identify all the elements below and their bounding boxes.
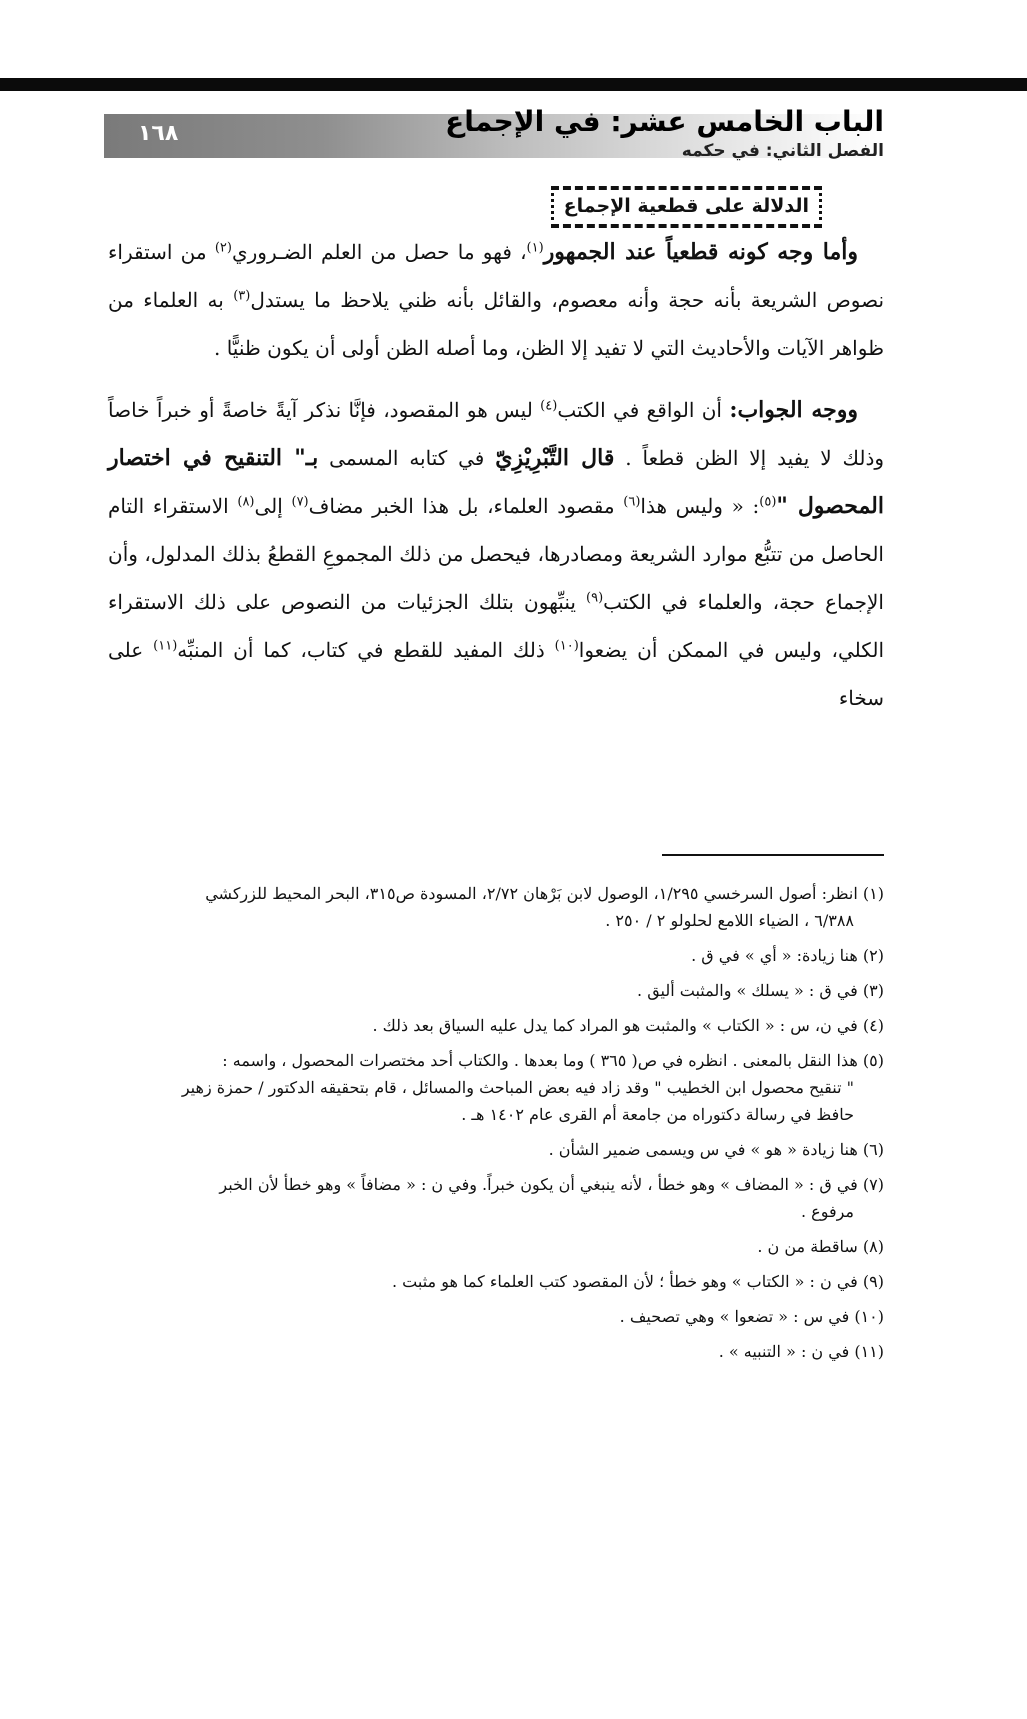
text-run: إلى (254, 494, 292, 518)
text-run: الاستقراء التام الحاصل من تتبُّع موارد الشريعة ومصادرها، فيحصل من ذلك المجموعِ القطعُ بذلك المدلول، وأن الإجماع حجة، والعلماء في الكتب (108, 494, 884, 614)
text-run: : « وليس هذا (640, 494, 760, 518)
footnote-text: (٤) في ن، س : « الكتاب » والمثبت هو المراد كما يدل عليه السياق بعد ذلك . (372, 1016, 884, 1035)
text-run: من استقراء نصوص الشريعة بأنه حجة وأنه معصوم، والقائل بأنه ظني يلاحظ ما يستدل (108, 240, 885, 312)
footnote-text: (١١) في ن : « التنبيه » . (718, 1342, 884, 1361)
footnote-10 (100, 1303, 884, 1330)
running-header (104, 100, 884, 166)
text-run: في كتابه المسمى (318, 446, 496, 470)
main-text (108, 228, 884, 722)
page-number: ١٦٨ (138, 121, 179, 146)
footnote-9 (100, 1268, 884, 1295)
footnote-ref: (٩) (586, 590, 604, 606)
paragraph-2 (108, 386, 884, 722)
footnote-text: (٣) في ق : « يسلك » والمثبت أليق . (637, 981, 884, 1000)
footnote-ref: (٦) (623, 494, 641, 510)
footnote-text-cont: حافظ في رسالة دكتوراه من جامعة أم القرى عام ١٤٠٢ هـ . (461, 1105, 854, 1124)
section-subtitle: الفصل الثاني: في حكمه (681, 141, 884, 161)
text-run: مقصود العلماء، بل هذا الخبر مضاف (308, 494, 624, 518)
text-run: ذلك المفيد للقطع في كتاب، كما أن المنبِّه (177, 638, 555, 662)
text-run: ، فهو ما حصل من العلم الضـروري (231, 240, 527, 264)
footnote-text: (١) انظر: أصول السرخسي ١/٢٩٥، الوصول لابن بَرْهان ٢/٧٢، المسودة ص٣١٥، البحر المحيط للزركشي (205, 884, 884, 903)
text-run: ليس هو المقصود، فإنَّا نذكر آيةً خاصةً أو خبراً خاصاً وذلك لا يفيد إلا الظن قطعاً . (108, 398, 885, 470)
footnote-3 (100, 977, 884, 1004)
footnote-8 (100, 1233, 884, 1260)
footnote-11 (100, 1338, 884, 1365)
text-run: على سخاء (108, 638, 884, 710)
footnote-text-cont: ٦/٣٨٨ ، الضياء اللامع لحلولو ٢ / ٢٥٠ . (605, 911, 854, 930)
footnote-ref: (٤) (540, 398, 558, 414)
bold-lead: وأما وجه كونه قطعياً عند الجمهور (543, 239, 858, 265)
footnote-text-cont: مرفوع . (800, 1202, 854, 1221)
footnote-ref: (٧) (291, 494, 309, 510)
footnote-text: (١٠) في س : « تضعوا » وهي تصحيف . (619, 1307, 884, 1326)
footnote-ref: (٥) (759, 494, 777, 510)
footnote-ref: (١٠) (554, 638, 579, 654)
footnote-ref: (٢) (214, 240, 232, 256)
footnote-7 (100, 1171, 884, 1225)
footnote-separator (662, 854, 884, 856)
section-heading: الدلالة على قطعية الإجماع (551, 186, 822, 228)
footnote-2 (100, 942, 884, 969)
footnote-text: (٥) هذا النقل بالمعنى . انظره في ص( ٣٦٥ ) وما بعدها . والكتاب أحد مختصرات المحصول ، واسمه : (222, 1051, 884, 1070)
footnote-1 (100, 880, 884, 934)
footnote-5 (100, 1047, 884, 1128)
footnote-ref: (١١) (153, 638, 178, 654)
bold-author: قال التَّبْرِيْزِيّ (495, 445, 615, 471)
footnote-ref: (٣) (233, 288, 251, 304)
text-run: به العلماء من ظواهر الآيات والأحاديث التي لا تفيد إلا الظن، وما أصله الظن أولى أن يكون ظنيًّا . (108, 288, 884, 360)
text-run: ينبِّهون بتلك الجزئيات من النصوص على ذلك الاستقراء الكلي، وليس في الممكن أن يضعوا (108, 590, 884, 662)
footnotes (100, 880, 884, 1373)
chapter-title: الباب الخامس عشر: في الإجماع (445, 105, 884, 138)
top-rule (0, 78, 1027, 91)
footnote-text: (٢) هنا زيادة: « أي » في ق . (691, 946, 884, 965)
paragraph-1 (108, 228, 884, 372)
footnote-text: (٦) هنا زيادة « هو » في س ويسمى ضمير الشأن . (548, 1140, 884, 1159)
footnote-text-cont: " تنقيح محصول ابن الخطيب " وقد زاد فيه بعض المباحث والمسائل ، قام بتحقيقه الدكتور / حمزة زهير (181, 1078, 854, 1097)
footnote-ref: (١) (526, 240, 544, 256)
footnote-6 (100, 1136, 884, 1163)
footnote-4 (100, 1012, 884, 1039)
footnote-text: (٩) في ن : « الكتاب » وهو خطأ ؛ لأن المقصود كتب العلماء كما هو مثبت . (392, 1272, 884, 1291)
bold-book-title: بـ" التنقيح في اختصار المحصول " (108, 445, 884, 519)
footnote-text: (٨) ساقطة من ن . (757, 1237, 884, 1256)
footnote-ref: (٨) (237, 494, 255, 510)
footnote-text: (٧) في ق : « المضاف » وهو خطأ ، لأنه ينبغي أن يكون خبراً. وفي ن : « مضافاً » وهو خطأ لأن الخبر (219, 1175, 884, 1194)
bold-lead: ووجه الجواب: (729, 397, 858, 423)
text-run: أن الواقع في الكتب (557, 398, 730, 422)
